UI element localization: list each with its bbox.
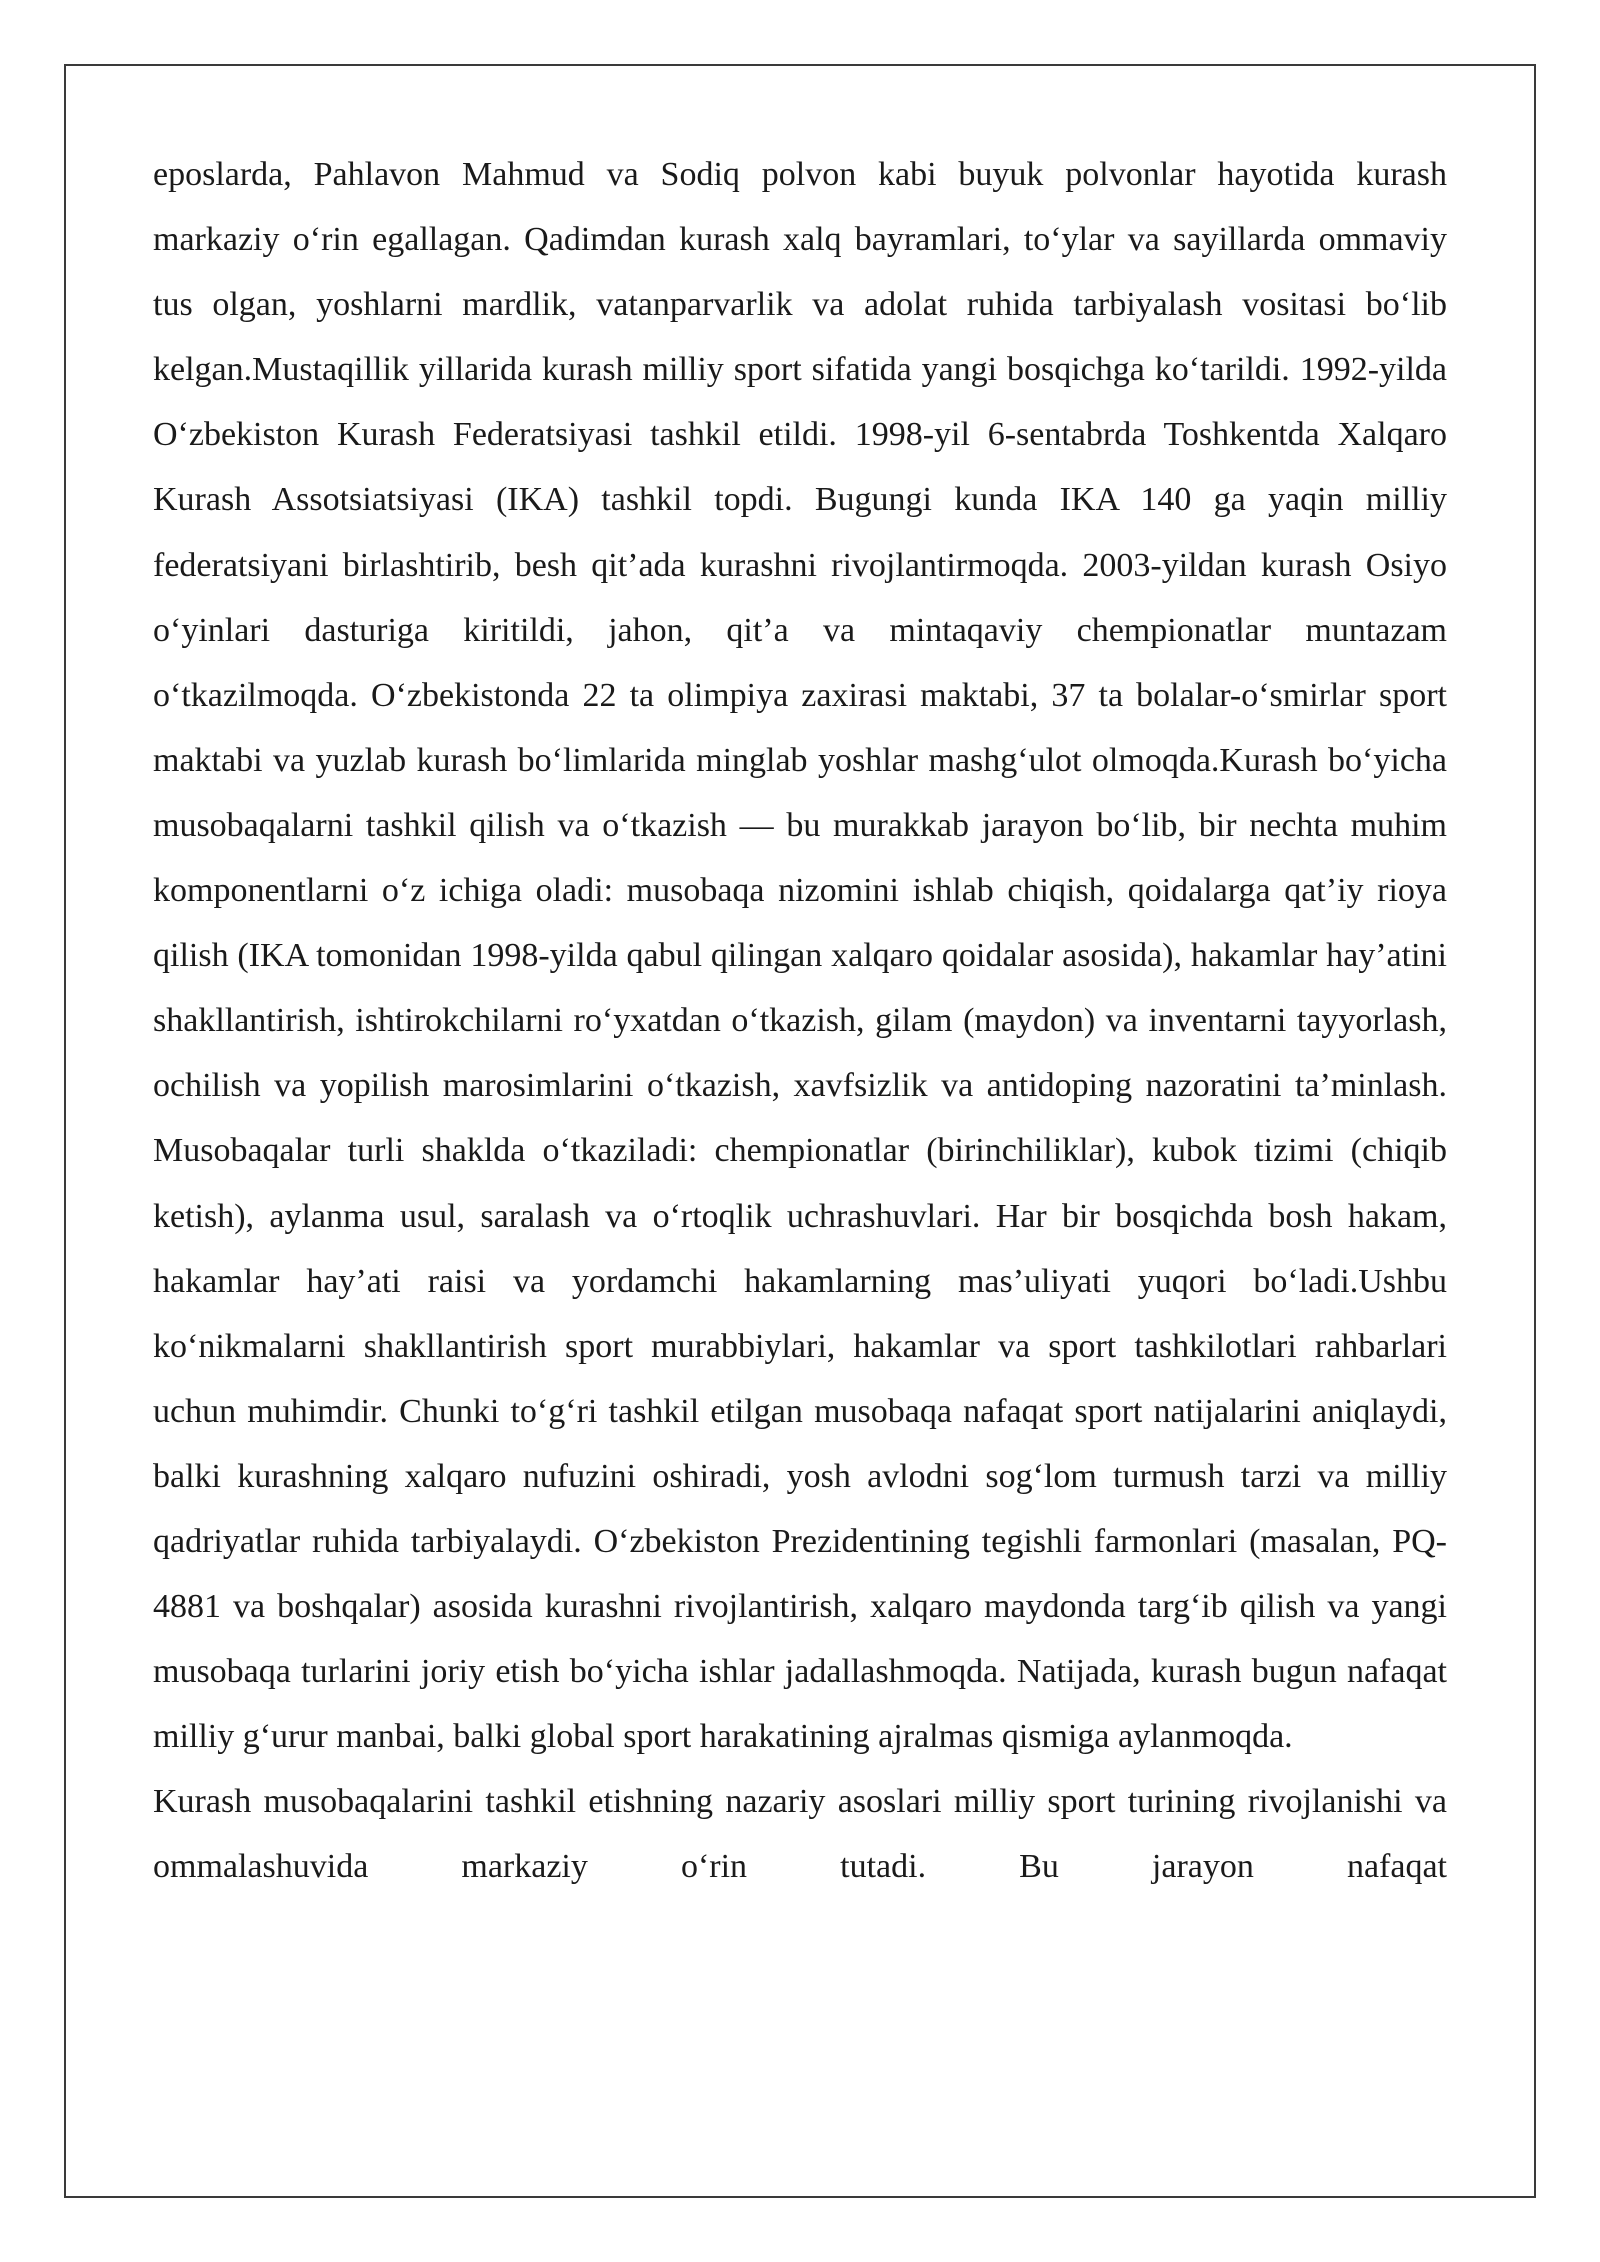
paragraph-1: eposlarda, Pahlavon Mahmud va Sodiq polvon kabi buyuk polvonlar hayotida kurash markaziy o‘rin egallagan. Qadimdan kurash xalq bayramlari, to‘ylar va sayillarda ommaviy tus olgan, yoshlarni mardlik, vatanparvarlik va adolat ruhida tarbiyalash vositasi bo‘lib kelgan.Mustaqillik yillarida kurash milliy sport sifatida yangi bosqichga ko‘tarildi. 1992-yilda O‘zbekiston Kurash Federatsiyasi tashkil etildi. 1998-yil 6-sentabrda Toshkentda Xalqaro Kurash Assotsiatsiyasi (IKA) tashkil topdi. Bugungi kunda IKA 140 ga yaqin milliy federatsiyani birlashtirib, besh qit’ada kurashni rivojlantirmoqda. 2003-yildan kurash Osiyo o‘yinlari dasturiga kiritildi, jahon, qit’a va mintaqaviy chempionatlar muntazam o‘tkazilmoqda. O‘zbekistonda 22 ta olimpiya zaxirasi maktabi, 37 ta bolalar-o‘smirlar sport maktabi va yuzlab kurash bo‘limlarida minglab yoshlar mashg‘ulot olmoqda.Kurash bo‘yicha musobaqalarni tashkil qilish va o‘tkazish — bu murakkab jarayon bo‘lib, bir nechta muhim komponentlarni o‘z ichiga oladi: musobaqa nizomini ishlab chiqish, qoidalarga qat’iy rioya qilish (IKA tomonidan 1998-yilda qabul qilingan xalqaro qoidalar asosida), hakamlar hay’atini shakllantirish, ishtirokchilarni ro‘yxatdan o‘tkazish, gilam (maydon) va inventarni tayyorlash, ochilish va yopilish marosimlarini o‘tkazish, xavfsizlik va antidoping nazoratini ta’minlash. Musobaqalar turli shaklda o‘tkaziladi: chempionatlar (birinchiliklar), kubok tizimi (chiqib ketish), aylanma usul, saralash va o‘rtoqlik uchrashuvlari. Har bir bosqichda bosh hakam, hakamlar hay’ati raisi va yordamchi hakamlarning mas’uliyati yuqori bo‘ladi.Ushbu ko‘nikmalarni shakllantirish sport murabbiylari, hakamlar va sport tashkilotlari rahbarlari uchun muhimdir. Chunki to‘g‘ri tashkil etilgan musobaqa nafaqat sport natijalarini aniqlaydi, balki kurashning xalqaro nufuzini oshiradi, yosh avlodni sog‘lom turmush tarzi va milliy qadriyatlar ruhida tarbiyalaydi. O‘zbekiston Prezidentining tegishli farmonlari (masalan, PQ-4881 va boshqalar) asosida kurashni rivojlantirish, xalqaro maydonda targ‘ib qilish va yangi musobaqa turlarini joriy etish bo‘yicha ishlar jadallashmoqda. Natijada, kurash bugun nafaqat milliy g‘urur manbai, balki global sport harakatining ajralmas qismiga aylanmoqda. bbox=[153, 156, 1447, 1756]
paragraph-2: Kurash musobaqalarini tashkil etishning nazariy asoslari milliy sport turining rivojlanishi va ommalashuvida markaziy o‘rin tutadi. Bu jarayon nafaqat bbox=[153, 1783, 1447, 1886]
document-body bbox=[153, 142, 1447, 1900]
